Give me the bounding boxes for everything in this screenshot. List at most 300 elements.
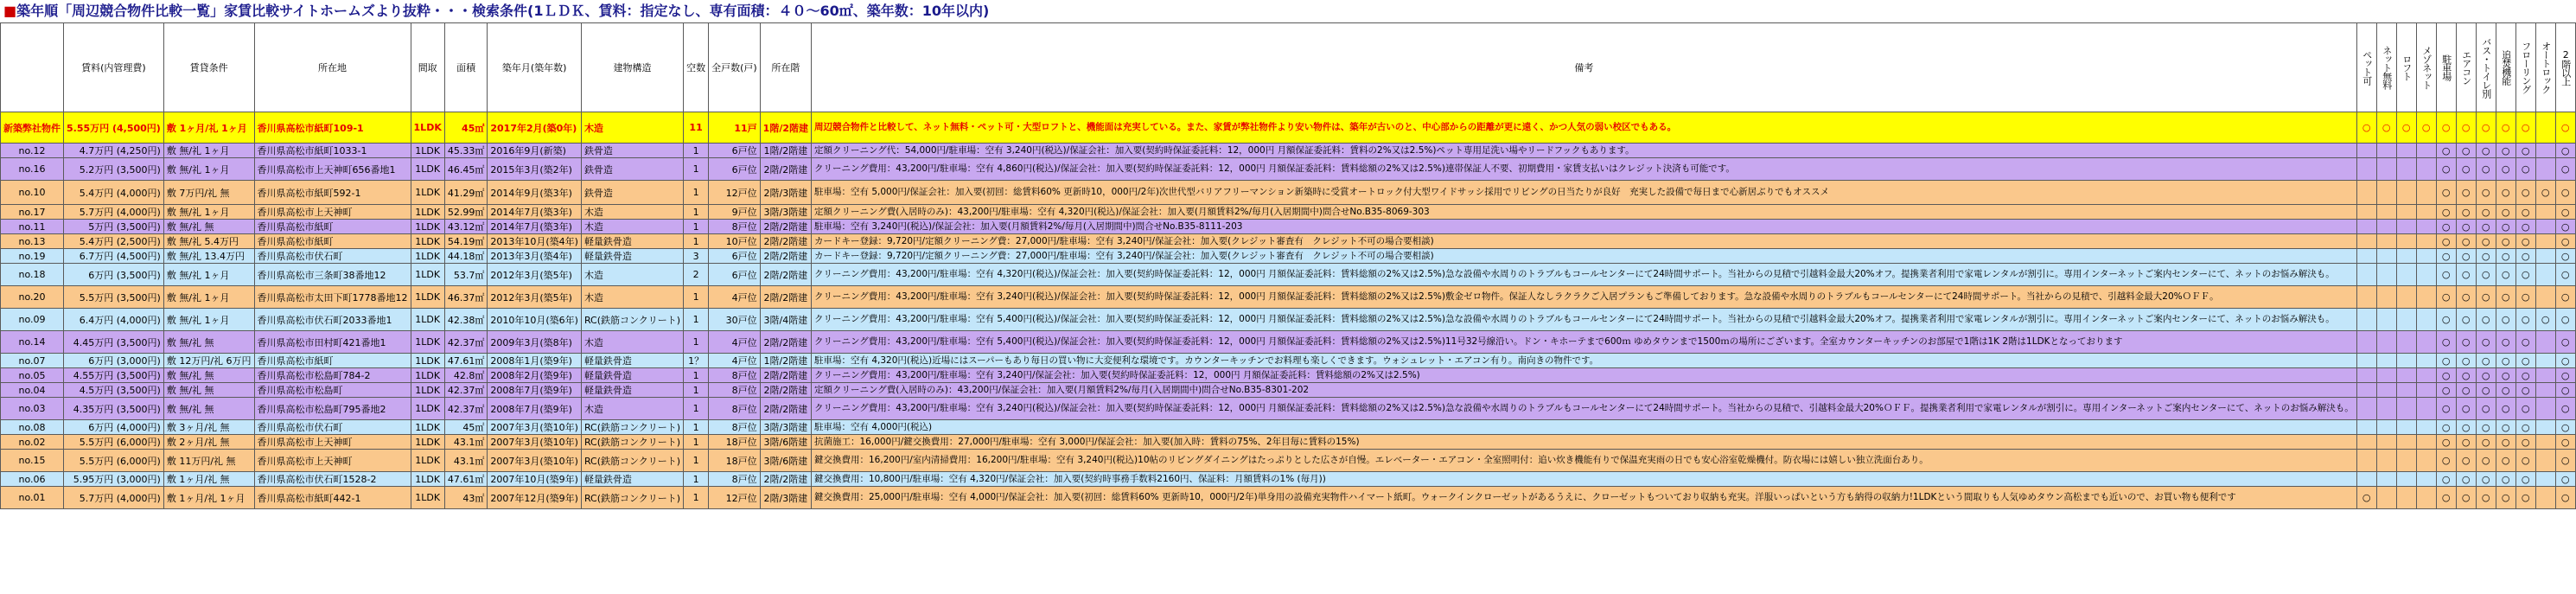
row-id: no.01 <box>1 487 64 509</box>
row-id: 新築弊社物件 <box>1 112 64 144</box>
rent-cell: 5万円 (3,500円) <box>64 220 164 234</box>
units-cell: 8戸位 <box>709 220 761 234</box>
table-row <box>1 368 2576 383</box>
feature-cell <box>2535 420 2555 435</box>
feature-cell: ○ <box>2496 264 2515 286</box>
floor-cell: 2階/2階建 <box>760 331 811 354</box>
feature-cell <box>2396 234 2416 249</box>
terms-cell: 敷 12万円/礼 6万円 <box>163 354 254 368</box>
feature-cell: ○ <box>2555 368 2575 383</box>
feature-cell <box>2396 398 2416 420</box>
built-cell: 2016年9月(新築) <box>488 144 582 158</box>
feature-cell: ○ <box>2515 472 2535 487</box>
feature-cell <box>2396 158 2416 181</box>
feature-cell <box>2356 158 2376 181</box>
feature-cell <box>2356 368 2376 383</box>
feature-cell: ○ <box>2515 234 2535 249</box>
units-cell: 8戸位 <box>709 420 761 435</box>
floor-cell: 3階/3階建 <box>760 205 811 220</box>
feature-cell <box>2356 383 2376 398</box>
area-cell: 42.37㎡ <box>444 398 488 420</box>
structure-cell: 木造 <box>581 264 683 286</box>
terms-cell: 敷 無/礼 1ヶ月 <box>163 205 254 220</box>
terms-cell: 敷 無/礼 1ヶ月 <box>163 264 254 286</box>
feature-cell: ○ <box>2515 286 2535 309</box>
feature-cell: ○ <box>2476 487 2496 509</box>
structure-cell: 軽量鉄骨造 <box>581 383 683 398</box>
area-cell: 52.99㎡ <box>444 205 488 220</box>
address-cell: 香川県高松市紙町592-1 <box>254 181 411 205</box>
feature-cell: ○ <box>2476 354 2496 368</box>
feature-cell: ○ <box>2456 383 2476 398</box>
built-cell: 2007年12月(築9年) <box>488 487 582 509</box>
layout-cell: 1LDK <box>411 487 444 509</box>
feature-cell <box>2396 144 2416 158</box>
built-cell: 2009年3月(築8年) <box>488 331 582 354</box>
feature-cell: ○ <box>2476 112 2496 144</box>
rent-cell: 4.55万円 (3,500円) <box>64 368 164 383</box>
address-cell: 香川県高松市紙町109-1 <box>254 112 411 144</box>
layout-cell: 1LDK <box>411 112 444 144</box>
table-row <box>1 249 2576 264</box>
units-cell: 6戸位 <box>709 158 761 181</box>
address-cell: 香川県高松市伏石町 <box>254 249 411 264</box>
feature-cell: ○ <box>2535 309 2555 331</box>
feature-cell <box>2356 234 2376 249</box>
feature-cell <box>2376 158 2396 181</box>
address-cell: 香川県高松市松島町 <box>254 383 411 398</box>
header-feature-autolock: オートロック <box>2535 23 2555 112</box>
feature-cell: ○ <box>2456 286 2476 309</box>
feature-cell: ○ <box>2456 205 2476 220</box>
rent-cell: 6万円 (4,000円) <box>64 420 164 435</box>
area-cell: 43.1㎡ <box>444 450 488 472</box>
feature-cell <box>2376 450 2396 472</box>
address-cell: 香川県高松市松島町784-2 <box>254 368 411 383</box>
feature-cell: ○ <box>2476 383 2496 398</box>
units-cell: 30戸位 <box>709 309 761 331</box>
address-cell: 香川県高松市紙町442-1 <box>254 487 411 509</box>
layout-cell: 1LDK <box>411 205 444 220</box>
built-cell: 2008年7月(築9年) <box>488 383 582 398</box>
feature-cell <box>2535 450 2555 472</box>
feature-cell: ○ <box>2496 435 2515 450</box>
vacancy-cell: 1 <box>684 234 709 249</box>
row-id: no.08 <box>1 420 64 435</box>
remarks-cell: クリーニング費用：43,200円/駐車場：空有 4,860円(税込)/保証会社：加入要(契約時保証委託料：12，000円 月額保証委託料：賃料総額の2%又は2.5%)連帯保証人不要、初期費用・家賃支払いはクレジット決済も可能です。 <box>812 158 2357 181</box>
header-terms: 賃貸条件 <box>163 23 254 112</box>
rent-cell: 5.5万円 (6,000円) <box>64 435 164 450</box>
header-row <box>1 23 2576 112</box>
feature-cell <box>2396 368 2416 383</box>
feature-cell: ○ <box>2476 472 2496 487</box>
feature-cell: ○ <box>2476 286 2496 309</box>
address-cell: 香川県高松市太田下町1778番地12 <box>254 286 411 309</box>
address-cell: 香川県高松市上天神町 <box>254 435 411 450</box>
area-cell: 45㎡ <box>444 420 488 435</box>
built-cell: 2007年10月(築9年) <box>488 472 582 487</box>
header-layout: 間取 <box>411 23 444 112</box>
feature-cell <box>2535 472 2555 487</box>
rent-cell: 5.2万円 (3,500円) <box>64 158 164 181</box>
feature-cell: ○ <box>2555 420 2575 435</box>
feature-cell <box>2535 144 2555 158</box>
vacancy-cell: 1 <box>684 487 709 509</box>
units-cell: 8戸位 <box>709 368 761 383</box>
built-cell: 2012年3月(築5年) <box>488 286 582 309</box>
feature-cell <box>2416 220 2436 234</box>
address-cell: 香川県高松市上天神町 <box>254 450 411 472</box>
feature-cell: ○ <box>2555 450 2575 472</box>
feature-cell <box>2396 435 2416 450</box>
address-cell: 香川県高松市松島町795番地2 <box>254 398 411 420</box>
feature-cell <box>2396 264 2416 286</box>
row-id: no.07 <box>1 354 64 368</box>
feature-cell: ○ <box>2476 420 2496 435</box>
feature-cell <box>2356 398 2376 420</box>
layout-cell: 1LDK <box>411 249 444 264</box>
terms-cell: 敷 無/礼 無 <box>163 398 254 420</box>
feature-cell: ○ <box>2456 309 2476 331</box>
feature-cell: ○ <box>2476 234 2496 249</box>
feature-cell: ○ <box>2555 181 2575 205</box>
feature-cell <box>2376 383 2396 398</box>
table-row <box>1 220 2576 234</box>
feature-cell <box>2416 144 2436 158</box>
feature-cell: ○ <box>2515 420 2535 435</box>
layout-cell: 1LDK <box>411 144 444 158</box>
terms-cell: 敷 無/礼 無 <box>163 220 254 234</box>
remarks-cell: クリーニング費用：43,200円/駐車場：空有 3,240円/保証会社：加入要(契約時保証委託料：12，000円 月額保証委託料：賃料総額の2%又は2.5%) <box>812 368 2357 383</box>
feature-cell: ○ <box>2436 220 2456 234</box>
feature-cell: ○ <box>2456 144 2476 158</box>
feature-cell <box>2356 205 2376 220</box>
feature-cell <box>2356 435 2376 450</box>
structure-cell: 木造 <box>581 398 683 420</box>
feature-cell: ○ <box>2456 450 2476 472</box>
rent-cell: 5.4万円 (2,500円) <box>64 234 164 249</box>
feature-cell <box>2376 420 2396 435</box>
layout-cell: 1LDK <box>411 264 444 286</box>
feature-cell <box>2396 309 2416 331</box>
feature-cell: ○ <box>2456 220 2476 234</box>
terms-cell: 敷 11万円/礼 無 <box>163 450 254 472</box>
header-feature-internet: ネット無料 <box>2376 23 2396 112</box>
feature-cell: ○ <box>2436 368 2456 383</box>
address-cell: 香川県高松市紙町 <box>254 220 411 234</box>
rent-cell: 4.45万円 (3,500円) <box>64 331 164 354</box>
feature-cell <box>2356 420 2376 435</box>
feature-cell: ○ <box>2436 249 2456 264</box>
feature-cell: ○ <box>2496 383 2515 398</box>
feature-cell: ○ <box>2515 331 2535 354</box>
floor-cell: 2階/2階建 <box>760 264 811 286</box>
row-id: no.10 <box>1 181 64 205</box>
structure-cell: 軽量鉄骨造 <box>581 354 683 368</box>
feature-cell <box>2396 354 2416 368</box>
remarks-cell: カードキー登録：9,720円/定額クリーニング費：27,000円/駐車場：空有 3,240円/保証会社：加入要(クレジット審査有 クレジット不可の場合要相談) <box>812 249 2357 264</box>
feature-cell: ○ <box>2515 383 2535 398</box>
remarks-cell: クリーニング費用：43,200円/駐車場：空有 5,400円(税込)/保証会社：加入要(契約時保証委託料：12，000円 月額保証委託料：賃料総額の2%又は2.5%)急な設備や水周りのトラブルもコールセンターにて24時間サポート。当社からの見積で引越料金最大20%オフ。提携業者利用で家電レンタルが割引に。専用インターネットご案内センターにて、ネットのお悩み解決も。 <box>812 309 2357 331</box>
feature-cell: ○ <box>2555 309 2575 331</box>
remarks-cell: 抗菌施工：16,000円/鍵交換費用：27,000円/駐車場：空有 3,000円/保証会社：加入要(加入時：賃料の75%、2年目毎に賃料の15%) <box>812 435 2357 450</box>
row-id: no.02 <box>1 435 64 450</box>
feature-cell <box>2376 354 2396 368</box>
terms-cell: 敷 無/礼 1ヶ月 <box>163 309 254 331</box>
area-cell: 44.18㎡ <box>444 249 488 264</box>
feature-cell <box>2376 234 2396 249</box>
remarks-cell: クリーニング費用：43,200円/駐車場：空有 5,400円(税込)/保証会社：加入要(契約時保証委託料：12，000円 月額保証委託料：賃料総額の2%又は2.5%)11号32号線沿い。ドン・キホーテまで600ｍ ゆめタウンまで1500ｍの場所にございます。全室カウンターキッチンのお部屋で1階は1K 2階は1LDKとなっております <box>812 331 2357 354</box>
table-row <box>1 487 2576 509</box>
rent-cell: 5.5万円 (6,000円) <box>64 450 164 472</box>
header-feature-loft: ロフト <box>2396 23 2416 112</box>
rent-cell: 5.7万円 (4,000円) <box>64 487 164 509</box>
address-cell: 香川県高松市伏石町1528-2 <box>254 472 411 487</box>
vacancy-cell: 1 <box>684 309 709 331</box>
structure-cell: 木造 <box>581 331 683 354</box>
structure-cell: 鉄骨造 <box>581 158 683 181</box>
feature-cell <box>2416 472 2436 487</box>
feature-cell: ○ <box>2476 181 2496 205</box>
terms-cell: 敷 1ヶ月/礼 無 <box>163 472 254 487</box>
rent-cell: 6万円 (3,000円) <box>64 354 164 368</box>
units-cell: 8戸位 <box>709 472 761 487</box>
feature-cell <box>2535 112 2555 144</box>
row-id: no.15 <box>1 450 64 472</box>
feature-cell <box>2356 181 2376 205</box>
feature-cell <box>2376 144 2396 158</box>
floor-cell: 2階/2階建 <box>760 158 811 181</box>
table-row <box>1 158 2576 181</box>
built-cell: 2013年10月(築4年) <box>488 234 582 249</box>
units-cell: 9戸位 <box>709 205 761 220</box>
table-row <box>1 420 2576 435</box>
feature-cell: ○ <box>2515 181 2535 205</box>
feature-cell: ○ <box>2555 383 2575 398</box>
row-id: no.03 <box>1 398 64 420</box>
vacancy-cell: 1 <box>684 420 709 435</box>
feature-cell <box>2416 398 2436 420</box>
feature-cell: ○ <box>2515 398 2535 420</box>
feature-cell <box>2396 472 2416 487</box>
address-cell: 香川県高松市上天神町 <box>254 205 411 220</box>
layout-cell: 1LDK <box>411 368 444 383</box>
feature-cell <box>2396 286 2416 309</box>
feature-cell: ○ <box>2436 450 2456 472</box>
feature-cell: ○ <box>2496 234 2515 249</box>
feature-cell <box>2376 220 2396 234</box>
structure-cell: 軽量鉄骨造 <box>581 368 683 383</box>
area-cell: 47.61㎡ <box>444 472 488 487</box>
remarks-cell: 鍵交換費用：25,000円/駐車場：空有 4,000円/保証会社：加入要(初回：総賃料60% 更新時10，000円/2年)単身用の設備充実物件ハイマート紙町。ウォークインクローゼットがあるうえに、クローゼットもついており収納も充実。洋服いっぱいという方も納得の収納力!1LDKという間取りも人気ゆめタウン高松までも近いので、お買い物も便利です <box>812 487 2357 509</box>
feature-cell: ○ <box>2456 435 2476 450</box>
header-built: 築年月(築年数) <box>488 23 582 112</box>
feature-cell <box>2376 487 2396 509</box>
feature-cell: ○ <box>2476 331 2496 354</box>
terms-cell: 敷 無/礼 1ヶ月 <box>163 158 254 181</box>
feature-cell <box>2356 309 2376 331</box>
remarks-cell: 駐車場：空有 4,000円(税込) <box>812 420 2357 435</box>
built-cell: 2010年10月(築6年) <box>488 309 582 331</box>
address-cell: 香川県高松市紙町 <box>254 354 411 368</box>
structure-cell: RC(鉄筋コンクリート) <box>581 420 683 435</box>
vacancy-cell: 1 <box>684 398 709 420</box>
row-id: no.19 <box>1 249 64 264</box>
table-body <box>1 112 2576 509</box>
feature-cell <box>2416 181 2436 205</box>
layout-cell: 1LDK <box>411 158 444 181</box>
terms-cell: 敷 無/礼 5.4万円 <box>163 234 254 249</box>
terms-cell: 敷 7万円/礼 無 <box>163 181 254 205</box>
structure-cell: RC(鉄筋コンクリート) <box>581 487 683 509</box>
feature-cell <box>2535 249 2555 264</box>
table-row <box>1 181 2576 205</box>
structure-cell: RC(鉄筋コンクリート) <box>581 450 683 472</box>
built-cell: 2008年1月(築9年) <box>488 354 582 368</box>
units-cell: 18戸位 <box>709 435 761 450</box>
units-cell: 4戸位 <box>709 286 761 309</box>
row-id: no.13 <box>1 234 64 249</box>
table-row <box>1 286 2576 309</box>
structure-cell: 鉄骨造 <box>581 181 683 205</box>
feature-cell <box>2356 144 2376 158</box>
feature-cell: ○ <box>2515 354 2535 368</box>
terms-cell: 敷 無/礼 無 <box>163 331 254 354</box>
table-row <box>1 144 2576 158</box>
vacancy-cell: 2 <box>684 264 709 286</box>
feature-cell: ○ <box>2436 264 2456 286</box>
feature-cell: ○ <box>2436 234 2456 249</box>
remarks-cell: 周辺競合物件と比較して、ネット無料・ペット可・大型ロフトと、機能面は充実している。また、家賃が弊社物件より安い物件は、築年が古いのと、中心部からの距離が更に遠く、かつ人気の弱い校区でもある。 <box>812 112 2357 144</box>
feature-cell: ○ <box>2376 112 2396 144</box>
area-cell: 42.38㎡ <box>444 309 488 331</box>
feature-cell <box>2356 354 2376 368</box>
built-cell: 2014年9月(築3年) <box>488 181 582 205</box>
feature-cell <box>2416 234 2436 249</box>
area-cell: 46.37㎡ <box>444 286 488 309</box>
table-row <box>1 472 2576 487</box>
feature-cell <box>2535 158 2555 181</box>
layout-cell: 1LDK <box>411 309 444 331</box>
header-units: 全戸数(戸) <box>709 23 761 112</box>
vacancy-cell: 1 <box>684 144 709 158</box>
feature-cell <box>2376 181 2396 205</box>
feature-cell: ○ <box>2456 158 2476 181</box>
feature-cell <box>2416 383 2436 398</box>
feature-cell: ○ <box>2436 487 2456 509</box>
feature-cell <box>2376 264 2396 286</box>
feature-cell: ○ <box>2515 368 2535 383</box>
feature-cell: ○ <box>2436 398 2456 420</box>
feature-cell: ○ <box>2555 220 2575 234</box>
feature-cell: ○ <box>2456 487 2476 509</box>
row-id: no.16 <box>1 158 64 181</box>
table-row <box>1 234 2576 249</box>
feature-cell: ○ <box>2436 435 2456 450</box>
area-cell: 45㎡ <box>444 112 488 144</box>
area-cell: 46.45㎡ <box>444 158 488 181</box>
feature-cell <box>2535 205 2555 220</box>
area-cell: 42.8㎡ <box>444 368 488 383</box>
feature-cell <box>2416 309 2436 331</box>
address-cell: 香川県高松市紙町 <box>254 234 411 249</box>
feature-cell <box>2396 249 2416 264</box>
feature-cell: ○ <box>2476 309 2496 331</box>
units-cell: 4戸位 <box>709 331 761 354</box>
row-id: no.11 <box>1 220 64 234</box>
header-feature-pet: ペット可 <box>2356 23 2376 112</box>
feature-cell: ○ <box>2496 309 2515 331</box>
feature-cell <box>2416 158 2436 181</box>
feature-cell: ○ <box>2436 420 2456 435</box>
structure-cell: 木造 <box>581 220 683 234</box>
vacancy-cell: 1 <box>684 383 709 398</box>
floor-cell: 1階/2階建 <box>760 112 811 144</box>
remarks-cell: 鍵交換費用：10,800円/駐車場：空有 4,320円/保証会社：加入要(契約時事務手数料2160円、保証料：月額賃料の1% (毎月)) <box>812 472 2357 487</box>
feature-cell: ○ <box>2535 181 2555 205</box>
remarks-cell: 鍵交換費用：16,200円/室内清掃費用：16,200円/駐車場：空有 3,240円(税込)10帖のリビングダイニングはたっぷりとした広さが自慢。エレベーター・エアコン・全室照明付：追い炊き機能有りで保温充実雨の日でも安心浴室乾燥機付。防衣場には嬉しい独立洗面台あり。 <box>812 450 2357 472</box>
feature-cell <box>2416 368 2436 383</box>
structure-cell: RC(鉄筋コンクリート) <box>581 435 683 450</box>
feature-cell: ○ <box>2476 398 2496 420</box>
feature-cell <box>2535 331 2555 354</box>
feature-cell <box>2535 398 2555 420</box>
floor-cell: 2階/2階建 <box>760 286 811 309</box>
feature-cell <box>2356 472 2376 487</box>
floor-cell: 3階/6階建 <box>760 450 811 472</box>
table-row <box>1 112 2576 144</box>
header-feature-reheat: 追焚機能 <box>2496 23 2515 112</box>
structure-cell: 木造 <box>581 205 683 220</box>
feature-cell: ○ <box>2476 205 2496 220</box>
units-cell: 12戸位 <box>709 487 761 509</box>
layout-cell: 1LDK <box>411 450 444 472</box>
feature-cell: ○ <box>2496 450 2515 472</box>
feature-cell <box>2356 331 2376 354</box>
vacancy-cell: 1 <box>684 331 709 354</box>
feature-cell: ○ <box>2515 249 2535 264</box>
feature-cell: ○ <box>2476 144 2496 158</box>
layout-cell: 1LDK <box>411 398 444 420</box>
feature-cell <box>2416 249 2436 264</box>
rent-cell: 6.4万円 (4,000円) <box>64 309 164 331</box>
feature-cell: ○ <box>2496 112 2515 144</box>
feature-cell <box>2416 450 2436 472</box>
units-cell: 12戸位 <box>709 181 761 205</box>
feature-cell: ○ <box>2456 354 2476 368</box>
feature-cell: ○ <box>2515 309 2535 331</box>
feature-cell: ○ <box>2436 309 2456 331</box>
feature-cell: ○ <box>2456 181 2476 205</box>
address-cell: 香川県高松市紙町1033-1 <box>254 144 411 158</box>
feature-cell: ○ <box>2456 368 2476 383</box>
header-area: 面積 <box>444 23 488 112</box>
floor-cell: 2階/3階建 <box>760 487 811 509</box>
floor-cell: 3階/3階建 <box>760 420 811 435</box>
rent-cell: 4.7万円 (4,250円) <box>64 144 164 158</box>
feature-cell: ○ <box>2496 420 2515 435</box>
title-text: 築年順「周辺競合物件比較一覧」家賃比較サイトホームズより抜粋・・・検索条件(1ＬＤＫ、賃料：指定なし、専有面積：４０～60㎡、築年数：10年以内) <box>16 3 990 19</box>
feature-cell <box>2376 435 2396 450</box>
layout-cell: 1LDK <box>411 383 444 398</box>
header-structure: 建物構造 <box>581 23 683 112</box>
units-cell: 11戸 <box>709 112 761 144</box>
area-cell: 54.19㎡ <box>444 234 488 249</box>
row-id: no.20 <box>1 286 64 309</box>
vacancy-cell: 11 <box>684 112 709 144</box>
table-row <box>1 450 2576 472</box>
feature-cell: ○ <box>2496 249 2515 264</box>
